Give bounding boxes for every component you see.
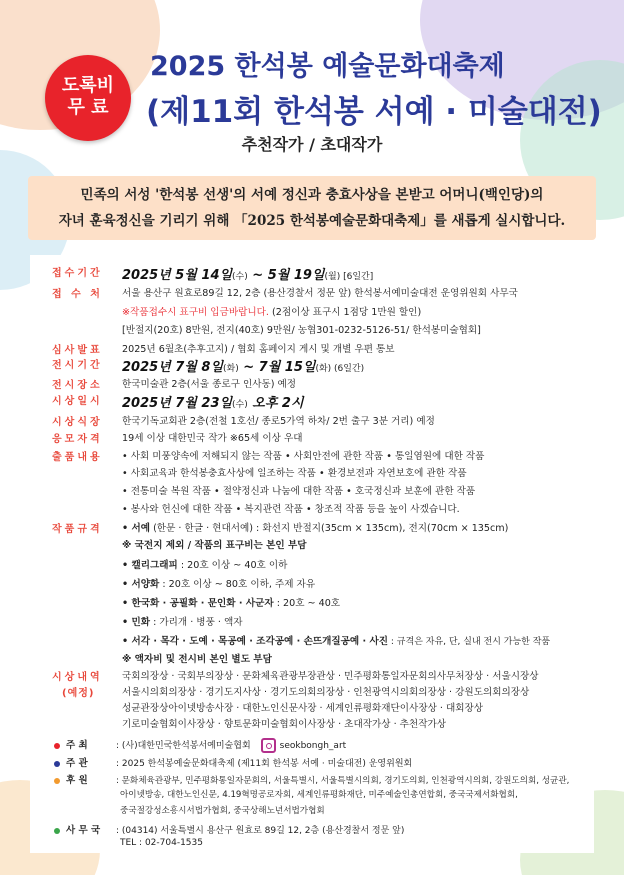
office-label: 사 무 국 — [66, 825, 101, 836]
theme-line: • 사회교육과 한석봉충효사상에 일조하는 작품 • 환경보전과 자연보호에 관한 작품 — [122, 468, 467, 479]
reception-start-day: (수) — [232, 272, 248, 282]
spec-item — [122, 614, 243, 628]
spec-item-name: • 캘리그래피 — [122, 560, 178, 571]
bullet-icon — [54, 828, 60, 834]
exhibition-title: (제11회 한석봉 서예 · 미술대전) — [146, 94, 602, 130]
spec-note-1: ※ 국전지 제외 / 작품의 표구비는 본인 부담 — [122, 540, 307, 551]
award-line: 국회의장상 · 국회부의장상 · 문화체육관광부장관상 · 민주평화통일자문회의사무처장상 · 서울시장상 — [122, 671, 539, 682]
label-reception-period: 접수기간 — [52, 268, 103, 279]
spec-item — [122, 595, 340, 609]
exhibition-end: ~ 7월 15일 — [238, 360, 316, 375]
intro-line-1: 민족의 서성 '한석봉 선생'의 서예 정신과 충효사상을 본받고 어머니(백인당)의 — [80, 187, 544, 203]
badge-line-1: 도록비 — [61, 75, 115, 96]
sponsors-line: : 문화체육관광부, 민주평화통일자문회의, 서울특별시, 서울특별시의회, 경기도의회, 인천광역시의회, 강원도의회, 성균관, — [116, 776, 570, 786]
row-reception-place — [52, 285, 518, 300]
intro-box — [28, 176, 596, 240]
spec-calligraphy: • 서예 — [122, 523, 151, 534]
row-awards — [52, 668, 539, 683]
spec-item — [122, 557, 287, 571]
reception-end-day: (월) — [324, 272, 341, 282]
instagram-icon — [261, 738, 276, 753]
sponsors-line: 중국절강성소흥시서법가협회, 중국상해노년서법가협회 — [120, 806, 325, 816]
fee-warning: ※작품접수시 표구비 입금바랍니다. — [122, 307, 269, 318]
exhibition-place-value: 한국미술관 2층(서울 종로구 인사동) 예정 — [122, 379, 297, 390]
spec-item — [122, 633, 550, 647]
spec-item — [122, 576, 315, 590]
footer-office — [54, 822, 404, 836]
free-catalog-badge — [45, 55, 131, 141]
award-line: 서울시의회의장상 · 경기도지사상 · 경기도의회의장상 · 인천광역시의회의장상 · 강원도의회의장상 — [122, 687, 530, 698]
bullet-icon — [54, 761, 60, 767]
footer-host — [54, 737, 346, 753]
spec-item-name: • 서양화 — [122, 579, 160, 590]
label-awards: 시상내역 — [52, 672, 103, 683]
instagram-handle[interactable]: seokbongh_art — [279, 741, 347, 751]
row-award-place — [52, 413, 435, 428]
row-exhibition-place — [52, 376, 296, 391]
exhibition-end-day: (화) — [315, 364, 332, 374]
award-date: 2025년 7월 23일 — [122, 396, 233, 411]
artist-category-subtitle: 추천작가 / 초대작가 — [241, 135, 383, 154]
spec-note-2: ※ 액자비 및 전시비 본인 별도 부담 — [122, 654, 272, 665]
award-line: 성균관장상아이넷방송사장 · 대한노인신문사장 · 세계인류평화재단이사장상 · 대회장상 — [122, 703, 484, 714]
label-exhibition-place: 전시장소 — [52, 380, 103, 391]
office-address: : (04314) 서울특별시 용산구 원효로 89길 12, 2층 (용산경찰서 정문 앞) — [116, 826, 405, 836]
reception-end: ~ 5월 19일 — [247, 268, 325, 283]
spec-item-name: • 민화 — [122, 617, 151, 628]
award-line: 기로미술협회이사장상 · 향토문화미술협회이사장상 · 초대작가상 · 추천작가상 — [122, 719, 447, 730]
footer-organizer — [54, 755, 412, 769]
label-reception-place: 접 수 처 — [52, 289, 103, 300]
spec-item-name: • 한국화 · 공필화 · 문인화 · 사군자 — [122, 598, 274, 609]
festival-title: 2025 한석봉 예술문화대축제 — [150, 51, 505, 82]
spec-item-size: : 20호 ~ 40호 — [273, 598, 341, 609]
badge-line-2: 무 료 — [67, 97, 109, 118]
award-time: 오후 2시 — [247, 396, 304, 411]
reception-address: 서울 용산구 원효로89길 12, 2층 (용산경찰서 정문 앞) 한석봉서예미술대전 운영위원회 사무국 — [122, 288, 518, 299]
exhibition-start: 2025년 7월 8일 — [122, 360, 223, 375]
office-tel: TEL : 02-704-1535 — [120, 838, 203, 848]
award-place-value: 한국기독교회관 2층(전철 1호선/ 종로5가역 하차/ 2번 출구 3분 거리) 예정 — [122, 416, 435, 427]
announcement-value: 2025년 6월초(추후고지) / 협회 홈페이지 게시 및 개별 우편 통보 — [122, 344, 395, 355]
reception-duration: [6일간] — [340, 272, 374, 282]
sponsors-line: 아이넷방송, 대한노인신문, 4.19혁명공로자회, 세계인류평화재단, 미주예술인총연합회, 중국국제서화협회, — [120, 790, 518, 800]
label-award-date: 시상일시 — [52, 396, 103, 407]
label-award-place: 시상식장 — [52, 417, 103, 428]
footer-sponsors — [54, 772, 569, 786]
label-exhibition-period: 전시기간 — [52, 360, 103, 371]
row-specs — [52, 520, 508, 535]
label-announcement: 심사발표 — [52, 345, 103, 356]
row-reception-period — [52, 264, 373, 283]
bullet-icon — [54, 743, 60, 749]
row-themes — [52, 448, 484, 463]
label-eligibility: 응모자격 — [52, 434, 103, 445]
fee-account-info: [반절지(20호) 8만원, 전지(40호) 9만원/ 농협301-0232-5126-51/ 한석봉미술협회] — [122, 325, 481, 336]
theme-line: • 전통미술 복원 작품 • 절약정신과 나눔에 대한 작품 • 호국정신과 보훈에 관한 작품 — [122, 486, 476, 497]
spec-item-size: : 가리개 · 병풍 · 액자 — [150, 617, 243, 628]
intro-line-2: 자녀 훈육정신을 기리기 위해 「2025 한석봉예술문화대축제」를 새롭게 실시합니다. — [58, 213, 566, 229]
label-awards-planned: (예정) — [62, 688, 95, 699]
row-announcement — [52, 341, 395, 356]
bullet-icon — [54, 778, 60, 784]
host-label: 주 최 — [66, 740, 88, 751]
details-panel — [30, 255, 594, 853]
organizer-label: 주 관 — [66, 758, 88, 769]
spec-item-size: : 규격은 자유, 단, 실내 전시 가능한 작품 — [388, 637, 551, 647]
label-specs: 작품규격 — [52, 524, 103, 535]
eligibility-value: 19세 이상 대한민국 작가 ※65세 이상 우대 — [122, 433, 303, 444]
reception-start: 2025년 5월 14일 — [122, 268, 233, 283]
spec-item-size: : 20호 이상 ~ 40호 이하 — [177, 560, 288, 571]
exhibition-duration: (6일간) — [331, 364, 365, 374]
organizer-value: : 2025 한석봉예술문화대축제 (제11회 한석봉 서예 · 미술대전) 운영위원회 — [116, 759, 413, 769]
host-value: : (사)대한민국한석봉서예미술협회 — [116, 741, 251, 751]
row-eligibility — [52, 430, 303, 445]
award-day: (수) — [232, 400, 248, 410]
reception-fee-note — [122, 304, 421, 318]
theme-line: • 사회 미풍양속에 저해되지 않는 작품 • 사회안전에 관한 작품 • 통일염원에 대한 작품 — [122, 451, 485, 462]
fee-discount: (2점이상 표구시 1점당 1만원 할인) — [268, 307, 422, 318]
spec-item-size: : 20호 이상 ~ 80호 이하, 주제 자유 — [159, 579, 316, 590]
label-themes: 출품내용 — [52, 452, 103, 463]
row-award-date — [52, 392, 304, 411]
exhibition-start-day: (화) — [223, 364, 239, 374]
sponsors-label: 후 원 — [66, 775, 88, 786]
spec-calligraphy-size: (한문 · 한글 · 현대서예) : 화선지 반절지(35cm × 135cm), 전지(70cm × 135cm) — [150, 523, 509, 534]
spec-item-name: • 서각 · 목각 · 도예 · 목공예 · 조각공예 · 손뜨개질공예 · 사진 — [122, 636, 389, 647]
theme-line: • 봉사와 헌신에 대한 작품 • 복지관련 작품 • 창조적 작품 등을 높이 사겠습니다. — [122, 504, 460, 515]
row-exhibition-period — [52, 356, 364, 375]
row-awards-2 — [52, 684, 529, 699]
